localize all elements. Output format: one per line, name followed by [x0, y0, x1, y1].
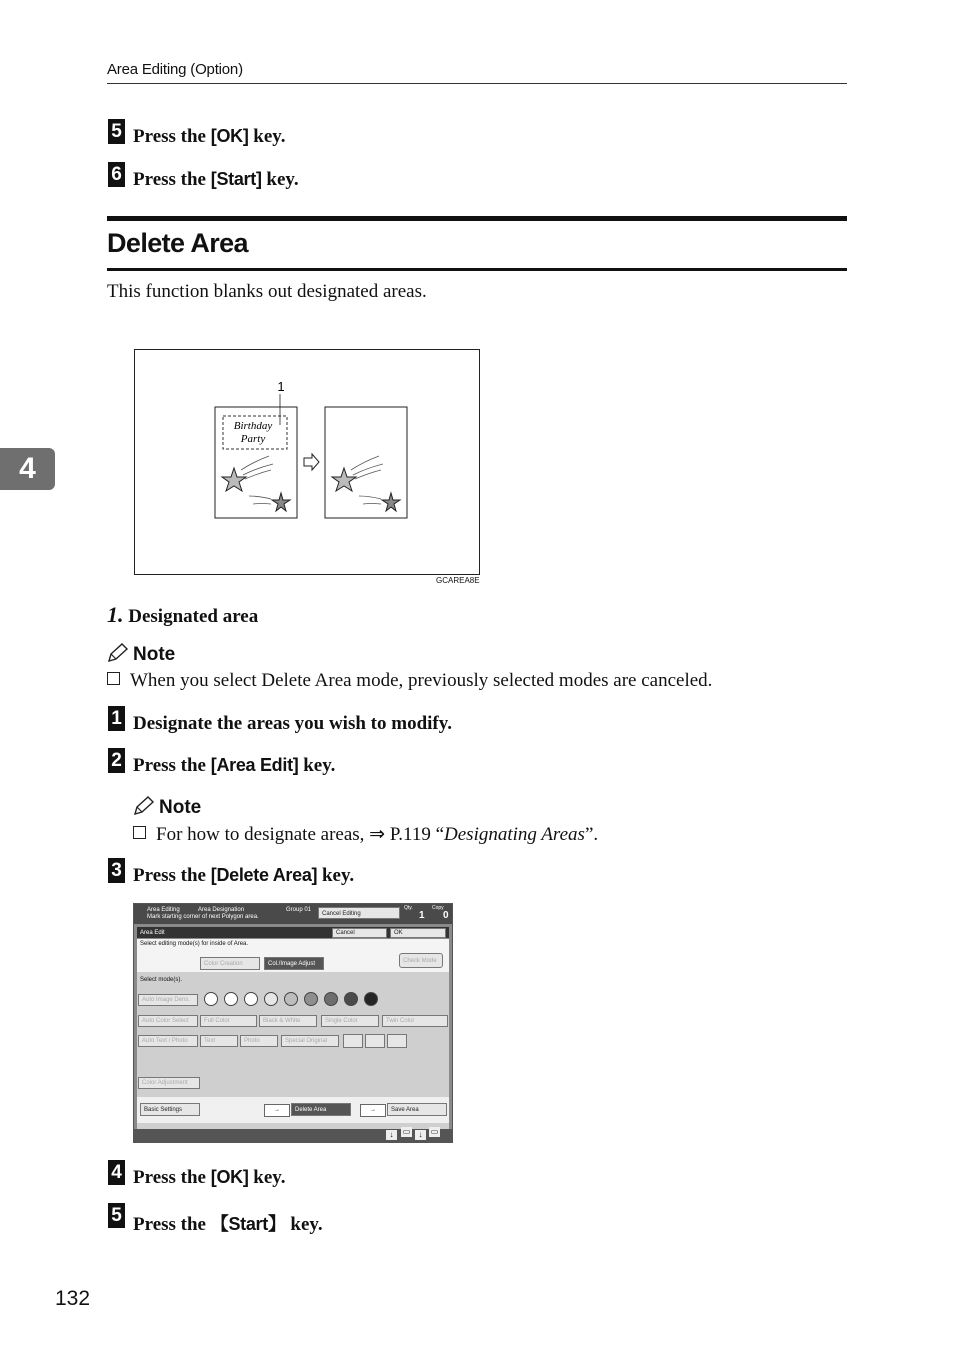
copy-label: Copy	[432, 905, 444, 911]
note-text: For how to designate areas, ⇒ P.119 “	[156, 824, 445, 845]
step-number: 1	[108, 706, 125, 731]
delete-area-button[interactable]: Delete Area	[291, 1103, 351, 1116]
density-level-button[interactable]	[344, 992, 358, 1006]
step-text-pre: Press the	[133, 865, 211, 886]
cancel-editing-button[interactable]: Cancel Editing	[318, 907, 400, 919]
illustration-code: GCAREA8E	[436, 576, 480, 585]
section-intro: This function blanks out designated areas.	[107, 281, 427, 302]
scroll-down-icon[interactable]: ↓	[386, 1130, 397, 1140]
density-level-button[interactable]	[264, 992, 278, 1006]
note-title: Note	[133, 644, 176, 665]
caption-number: 1.	[107, 602, 124, 627]
tab-color-creation[interactable]: Color Creation	[200, 957, 260, 970]
density-level-button[interactable]	[244, 992, 258, 1006]
copy-value: 0	[443, 910, 449, 921]
photo-mode-button[interactable]: Photo	[240, 1035, 278, 1047]
save-area-button[interactable]: Save Area	[387, 1103, 447, 1116]
pencil-icon	[133, 796, 155, 816]
cancel-button[interactable]: Cancel	[332, 928, 387, 938]
section-rule-bottom	[107, 268, 847, 271]
page-icon[interactable]: ▭	[402, 1127, 411, 1136]
step-number: 3	[108, 858, 125, 883]
delete-area-illustration	[135, 350, 479, 574]
step-text	[133, 755, 335, 777]
key-name: [OK]	[210, 126, 249, 146]
original-type-icon[interactable]	[365, 1034, 385, 1048]
step-text-pre: Press the	[133, 126, 211, 147]
note-text-end: ”.	[584, 824, 599, 845]
panel-mode-label: Area Editing	[147, 907, 180, 913]
illustration-frame	[134, 349, 480, 575]
step-text-pre: Press the	[133, 1167, 211, 1188]
key-name: 【Start】	[210, 1214, 286, 1234]
caption-text: Designated area	[128, 606, 259, 627]
ok-button[interactable]: OK	[390, 928, 446, 938]
figure-caption	[107, 602, 258, 628]
step-text-pre: Press the	[133, 1214, 211, 1235]
step-text-post: key.	[248, 126, 286, 147]
chapter-tab: 4	[0, 448, 55, 490]
step-number: 2	[108, 748, 125, 773]
step-text	[133, 126, 286, 148]
step-text-post: key.	[285, 1214, 323, 1235]
key-name: [Delete Area]	[210, 865, 318, 885]
step-number: 5	[108, 1203, 125, 1228]
key-name: [OK]	[210, 1167, 249, 1187]
control-panel-screenshot	[133, 903, 453, 1143]
original-type-icon[interactable]	[343, 1034, 363, 1048]
original-type-icon[interactable]	[387, 1034, 407, 1048]
area-edit-title: Area Edit	[140, 930, 165, 936]
step-text	[133, 713, 452, 735]
delete-area-diagram-icon: →	[264, 1104, 290, 1117]
text-mode-button[interactable]: Text	[200, 1035, 238, 1047]
scroll-down-icon[interactable]: ↓	[415, 1130, 426, 1140]
note-item	[107, 670, 712, 692]
full-color-button[interactable]: Full Color	[200, 1015, 257, 1027]
panel-group-label: Group 01	[286, 907, 312, 913]
density-level-button[interactable]	[364, 992, 378, 1006]
section-rule-top	[107, 216, 847, 221]
twin-color-button[interactable]: Twin Color	[382, 1015, 448, 1027]
qty-label: Qty.	[404, 905, 413, 911]
panel-submode-label: Area Designation	[198, 907, 245, 913]
color-adjustment-button[interactable]: Color Adjustment	[138, 1077, 200, 1089]
density-level-button[interactable]	[284, 992, 298, 1006]
density-level-button[interactable]	[204, 992, 218, 1006]
header-rule	[107, 83, 847, 84]
check-mode-button[interactable]: Check Mode	[399, 953, 443, 968]
running-header: Area Editing (Option)	[107, 61, 243, 78]
illustration-text-party: Party	[240, 433, 266, 445]
step-text	[133, 169, 299, 191]
panel-message: Mark starting corner of next Polygon area.	[147, 914, 259, 920]
illustration-text-birthday: Birthday	[233, 420, 273, 432]
checkbox-bullet-icon	[133, 826, 146, 839]
step-text	[133, 1210, 323, 1236]
page-icon[interactable]: ▭	[430, 1127, 439, 1136]
key-name: [Area Edit]	[210, 755, 299, 775]
save-area-diagram-icon: →	[360, 1104, 386, 1117]
tab-image-adjust[interactable]: Col./Image Adjust	[264, 957, 324, 970]
note-text: When you select Delete Area mode, previously selected modes are canceled.	[130, 670, 713, 691]
density-level-button[interactable]	[304, 992, 318, 1006]
step-text-post: key.	[298, 755, 336, 776]
single-color-button[interactable]: Single Color	[321, 1015, 379, 1027]
density-level-button[interactable]	[324, 992, 338, 1006]
step-text-post: key.	[248, 1167, 286, 1188]
page-number: 132	[55, 1287, 91, 1310]
section-title: Delete Area	[107, 228, 248, 258]
note-title: Note	[159, 797, 202, 818]
auto-color-select-button[interactable]: Auto Color Select	[138, 1015, 198, 1027]
step-number: 4	[108, 1160, 125, 1185]
step-number: 6	[108, 162, 125, 187]
special-original-button[interactable]: Special Original	[281, 1035, 339, 1047]
step-text	[133, 865, 354, 887]
step-text-pre: Designate the areas you wish to modify.	[133, 713, 452, 734]
select-editing-instruction: Select editing mode(s) for inside of Area.	[140, 941, 249, 947]
step-number: 5	[108, 119, 125, 144]
density-level-button[interactable]	[224, 992, 238, 1006]
cross-reference[interactable]: Designating Areas	[444, 824, 585, 845]
callout-number: 1	[277, 379, 285, 394]
qty-value: 1	[419, 910, 425, 921]
auto-text-photo-button[interactable]: Auto Text / Photo	[138, 1035, 198, 1047]
step-text	[133, 1167, 286, 1189]
key-name: [Start]	[210, 169, 262, 189]
note-item	[133, 823, 598, 846]
auto-image-density-button[interactable]: Auto Image Dens.	[138, 994, 198, 1006]
step-text-pre: Press the	[133, 169, 211, 190]
pencil-icon	[107, 643, 129, 663]
step-text-post: key.	[317, 865, 355, 886]
step-text-pre: Press the	[133, 755, 211, 776]
basic-settings-button[interactable]: Basic Settings	[140, 1103, 200, 1116]
black-white-button[interactable]: Black & White	[259, 1015, 317, 1027]
select-modes-label: Select mode(s).	[140, 977, 183, 983]
checkbox-bullet-icon	[107, 672, 120, 685]
step-text-post: key.	[261, 169, 299, 190]
